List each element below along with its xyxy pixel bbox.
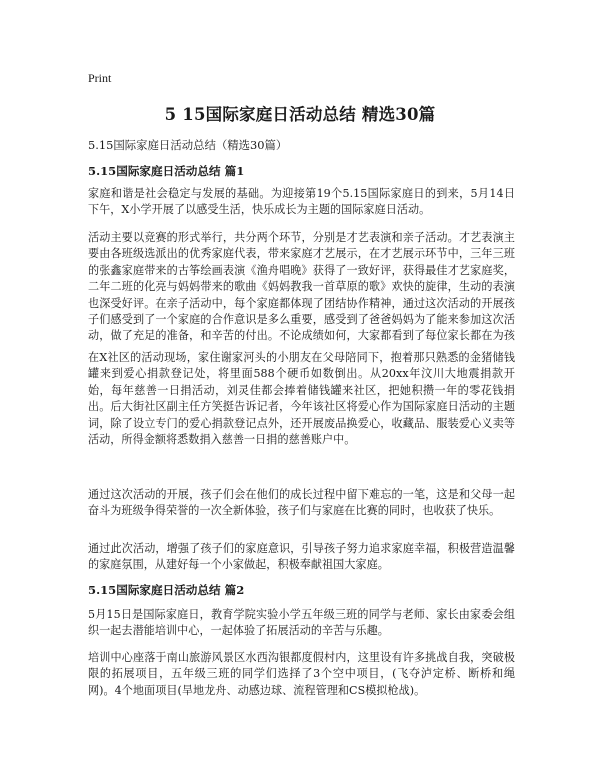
section-1-paragraph-2: 活动主要以竞赛的形式举行，共分两个环节，分别是才艺表演和亲子活动。才艺表演主要由各班级选派出的优秀家庭代表，带来家庭才艺展示，在才艺展示环节中，三年三班的张鑫家庭带来的古筝绘画表演《渔舟唱晚》获得了一致好评，获得最佳才艺家庭奖，二年二班的化亮与妈妈带来的歌曲《妈妈教我一首草原的歌》欢快的旋律，生动的表演也深受好评。在亲子活动中，每个家庭都体现了团结协作精神，通过这次活动的开展孩子们感受到了一个家庭的合作意识是多么重要，感受到了爸爸妈妈为了能来参加这次活动，做了充足的准备，和辛苦的付出。不论成绩如何，大家都看到了每位家长都在为孩 — [88, 231, 515, 343]
section-heading-1: 5.15国际家庭日活动总结 篇1 — [88, 164, 245, 178]
document-subtitle: 5.15国际家庭日活动总结（精选30篇） — [88, 138, 288, 152]
section-1-paragraph-1: 家庭和谐是社会稳定与发展的基础。为迎接第19个5.15国际家庭日的到来，5月14日下午，X小学开展了以感受生活，快乐成长为主题的国际家庭日活动。 — [88, 187, 515, 217]
section-1-paragraph-4: 通过这次活动的开展，孩子们会在他们的成长过程中留下难忘的一笔，这是和父母一起奋斗为班级争得荣誉的一次全新体验，孩子们与家庭在比赛的同时，也收获了快乐。 — [88, 488, 515, 518]
section-2-paragraph-2: 培训中心座落于南山旅游风景区水西沟银都度假村内，这里设有许多挑战自我，突破极限的拓展项目，五年级三班的同学们选择了3个空中项目，(飞夺泸定桥、断桥和绳网)。4个地面项目(旱地龙舟、动感边球、流程管理和CS模拟枪战)。 — [88, 651, 515, 697]
section-heading-2: 5.15国际家庭日活动总结 篇2 — [88, 583, 245, 597]
section-2-paragraph-1: 5月15日是国际家庭日，教育学院实验小学五年级三班的同学与老师、家长由家委会组织一起去潜能培训中心，一起体验了拓展活动的辛苦与乐趣。 — [88, 608, 515, 638]
section-1-paragraph-5: 通过此次活动，增强了孩子们的家庭意识，引导孩子努力追求家庭幸福，积极营造温馨的家庭氛围，从建好每一个小家做起，积极奉献祖国大家庭。 — [88, 542, 515, 572]
section-1-paragraph-3: 在X社区的活动现场，家住谢家河头的小朋友在父母陪同下，抱着那只熟悉的金猪储钱罐来到爱心捐款登记处，将里面588个硬币如数倒出。从20xx年汶川大地震捐款开始，每年慈善一日捐活动，刘灵佳都会捧着储钱罐来社区，把她积攒一年的零花钱捐出。后大街社区副主任方笑挺告诉记者，今年该社区将爱心作为国际家庭日活动的主题词，除了设立专门的爱心捐款登记点外，还开展废品换爱心，收藏品、服装爱心义卖等活动，所得金额将悉数捐入慈善一日捐的慈善账户中。 — [88, 351, 515, 447]
print-link[interactable]: Print — [88, 71, 112, 85]
document-title: 5 15国际家庭日活动总结 精选30篇 — [164, 105, 436, 124]
